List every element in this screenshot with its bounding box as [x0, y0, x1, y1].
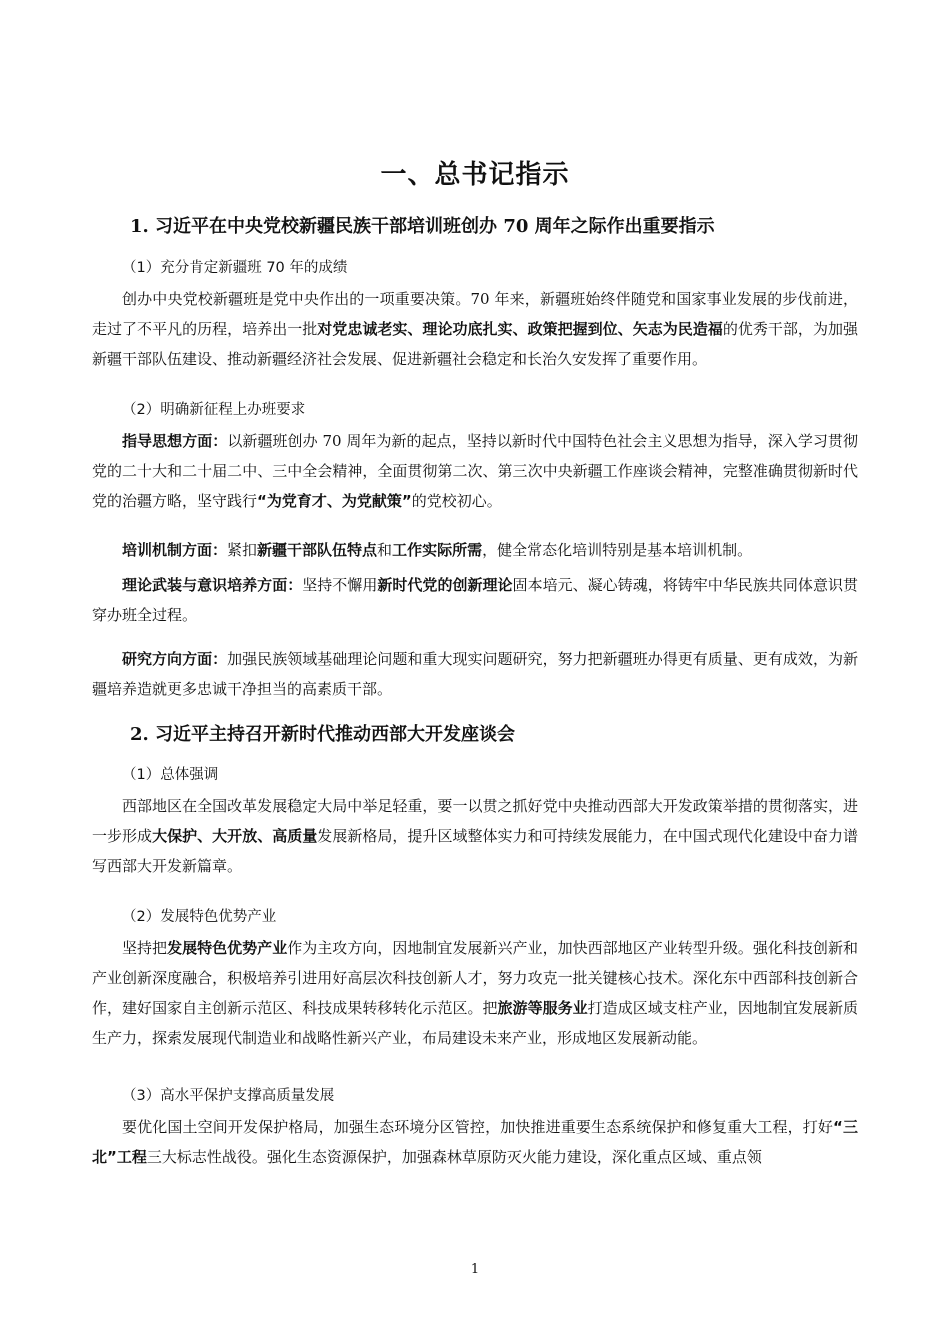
page-number: 1 [470, 1262, 480, 1277]
paragraph-text: 固本培元、凝心铸魂，将铸牢中华民族共同体意识贯穿办班全过程。 [92, 576, 858, 624]
paragraph-text: 作为主攻方向，因地制宜发展新兴产业，加快西部地区产业转型升级。强化科技创新和产业创新深度融合，积极培养引进用好高层次科技创新人才，努力攻克一批关键核心技术。深化东中西部科技创新合作，建好国家自主创新示范区、科技成果转移转化示范区。把 [92, 939, 858, 1017]
paragraph-text: 坚持把 [122, 939, 168, 957]
paragraph-text: 创办中央党校新疆班是党中央作出的一项重要决策。70 年来，新疆班始终伴随党和国家事业发展的步伐前进，走过了不平凡的历程，培养出一批 [92, 290, 858, 338]
paragraph-text: 西部地区在全国改革发展稳定大局中举足轻重，要一以贯之抓好党中央推动西部大开发政策举措的贯彻落实，进一步形成 [92, 797, 858, 845]
paragraph-text: 的优秀干部，为加强新疆干部队伍建设、推动新疆经济社会发展、促进新疆社会稳定和长治久安发挥了重要作用。 [92, 320, 858, 368]
paragraph-2-3-1 [92, 1112, 858, 1172]
paragraph-2-2-1 [92, 933, 858, 1053]
section-heading-1: 1. 习近平在中央党校新疆民族干部培训班创办 70 周年之际作出重要指示 [130, 216, 715, 237]
emphasis-text: 理论武装与意识培养方面： [122, 576, 303, 594]
subsection-heading-2-3: （3）高水平保护支撑高质量发展 [122, 1088, 335, 1104]
emphasis-text: 对党忠诚老实、理论功底扎实、政策把握到位、矢志为民造福 [317, 320, 723, 338]
emphasis-text: 大保护、大开放、高质量 [152, 827, 318, 845]
section-heading-2: 2. 习近平主持召开新时代推动西部大开发座谈会 [130, 724, 516, 745]
subsection-heading-2-2: （2）发展特色优势产业 [122, 909, 277, 925]
subsection-heading-1-2: （2）明确新征程上办班要求 [122, 402, 306, 418]
emphasis-text: 旅游等服务业 [497, 999, 588, 1017]
emphasis-text: 培训机制方面： [122, 541, 228, 559]
paragraph-text: 紧扣 [227, 541, 258, 559]
paragraph-text: 要优化国土空间开发保护格局，加强生态环境分区管控，加快推进重要生态系统保护和修复重大工程，打好 [122, 1118, 834, 1136]
emphasis-text: 指导思想方面： [122, 432, 228, 450]
subsection-heading-1-1: （1）充分肯定新疆班 70 年的成绩 [122, 260, 348, 276]
subsection-heading-2-1: （1）总体强调 [122, 767, 219, 783]
emphasis-text: 新时代党的创新理论 [377, 576, 513, 594]
paragraph-1-2-2 [92, 535, 858, 565]
emphasis-text: “三北”工程 [92, 1118, 859, 1166]
emphasis-text: “为党育才、为党献策” [257, 492, 412, 510]
paragraph-1-2-4 [92, 644, 858, 704]
paragraph-text: 三大标志性战役。强化生态资源保护，加强森林草原防灭火能力建设，深化重点区域、重点领 [146, 1148, 762, 1166]
emphasis-text: 发展特色优势产业 [167, 939, 288, 957]
paragraph-text: 的党校初心。 [411, 492, 502, 510]
paragraph-1-1-1 [92, 284, 858, 374]
page-title: 一、总书记指示 [380, 160, 570, 190]
emphasis-text: 新疆干部队伍特点 [257, 541, 378, 559]
paragraph-text: 以新疆班创办 70 周年为新的起点，坚持以新时代中国特色社会主义思想为指导，深入学习贯彻党的二十大和二十届二中、三中全会精神，全面贯彻第二次、第三次中央新疆工作座谈会精神，完整准确贯彻新时代党的治疆方略，坚守践行 [92, 432, 858, 510]
emphasis-text: 工作实际所需 [392, 541, 483, 559]
emphasis-text: 研究方向方面： [122, 650, 228, 668]
paragraph-text: 打造成区域支柱产业，因地制宜发展新质生产力，探索发展现代制造业和战略性新兴产业，布局建设未来产业，形成地区发展新动能。 [92, 999, 858, 1047]
paragraph-text: 加强民族领域基础理论问题和重大现实问题研究，努力把新疆班办得更有质量、更有成效，为新疆培养造就更多忠诚干净担当的高素质干部。 [92, 650, 858, 698]
paragraph-2-1-1 [92, 791, 858, 881]
paragraph-1-2-3 [92, 570, 858, 630]
paragraph-1-2-1 [92, 426, 858, 516]
paragraph-text: ，健全常态化培训特别是基本培训机制。 [482, 541, 753, 559]
paragraph-text: 发展新格局，提升区域整体实力和可持续发展能力，在中国式现代化建设中奋力谱写西部大开发新篇章。 [92, 827, 858, 875]
paragraph-text: 坚持不懈用 [302, 576, 378, 594]
paragraph-text: 和 [377, 541, 393, 559]
